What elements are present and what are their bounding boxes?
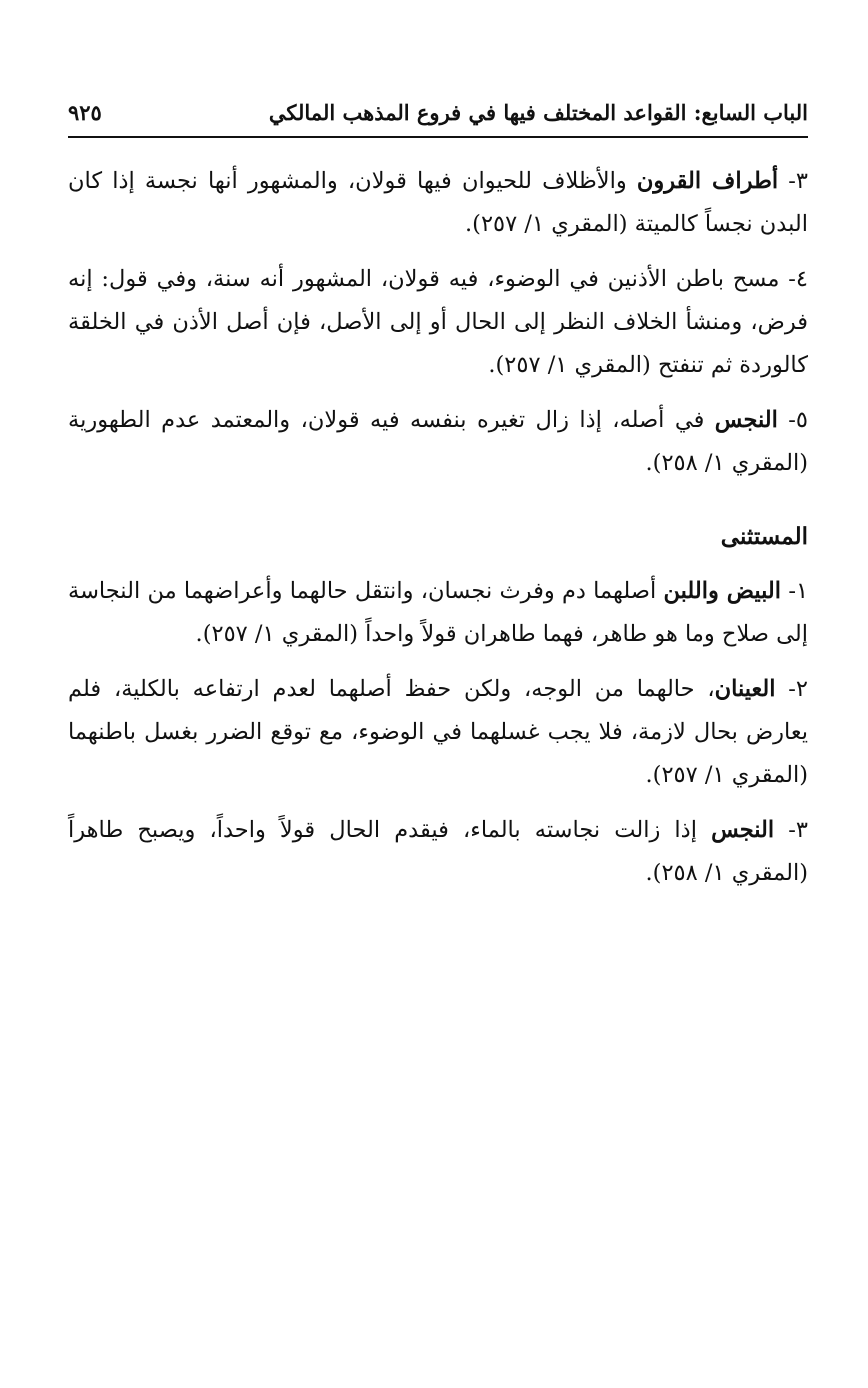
item-text: ، حالهما من الوجه، ولكن حفظ أصلهما لعدم ارتفاعه بالكلية، فلم يعارض بحال لازمة، فلا يجب غسلهما في الوضوء، مع توقع الضرر بغسل باطنهما (المقري ١/ ٢٥٧). [68, 676, 808, 788]
item-term: البيض واللبن [663, 578, 782, 604]
exception-item-1 [68, 570, 808, 656]
page-header [68, 96, 808, 138]
item-number: ٥- [788, 407, 808, 433]
item-number: ٣- [788, 817, 808, 843]
item-text: والأظلاف للحيوان فيها قولان، والمشهور أنها نجسة إذا كان البدن نجساً كالميتة (المقري ١/ ٢٥٧). [68, 168, 808, 237]
item-text: في أصله، إذا زال تغيره بنفسه فيه قولان، والمعتمد عدم الطهورية (المقري ١/ ٢٥٨). [68, 407, 808, 476]
item-number: ٣- [788, 168, 808, 194]
running-title: الباب السابع: القواعد المختلف فيها في فروع المذهب المالكي [268, 100, 808, 125]
rule-item-4 [68, 258, 808, 387]
item-term: أطراف القرون [636, 168, 779, 194]
item-term: العينان [714, 676, 776, 702]
item-number: ٢- [788, 676, 808, 702]
rule-item-5 [68, 399, 808, 485]
item-number: ٤- [788, 266, 808, 292]
rule-item-3 [68, 160, 808, 246]
item-text: أصلهما دم وفرث نجسان، وانتقل حالهما وأعراضهما من النجاسة إلى صلاح وما هو طاهر، فهما طاهران قولاً واحداً (المقري ١/ ٢٥٧). [68, 578, 808, 647]
item-term: النجس [714, 407, 778, 433]
exception-item-2 [68, 668, 808, 797]
section-heading: المستثنى [720, 523, 808, 550]
exception-item-3 [68, 809, 808, 895]
page-number: ٩٢٥ [68, 100, 102, 125]
item-number: ١- [788, 578, 809, 604]
item-term: النجس [711, 817, 775, 843]
item-text: إذا زالت نجاسته بالماء، فيقدم الحال قولاً واحداً، ويصبح طاهراً (المقري ١/ ٢٥٨). [68, 817, 808, 886]
item-text: مسح باطن الأذنين في الوضوء، فيه قولان، المشهور أنه سنة، وفي قول: إنه فرض، ومنشأ الخلاف النظر إلى الحال أو إلى الأصل، فإن أصل الأذن في الخلقة كالوردة ثم تنفتح (المقري ١/ ٢٥٧). [68, 266, 808, 378]
book-page [68, 96, 808, 895]
